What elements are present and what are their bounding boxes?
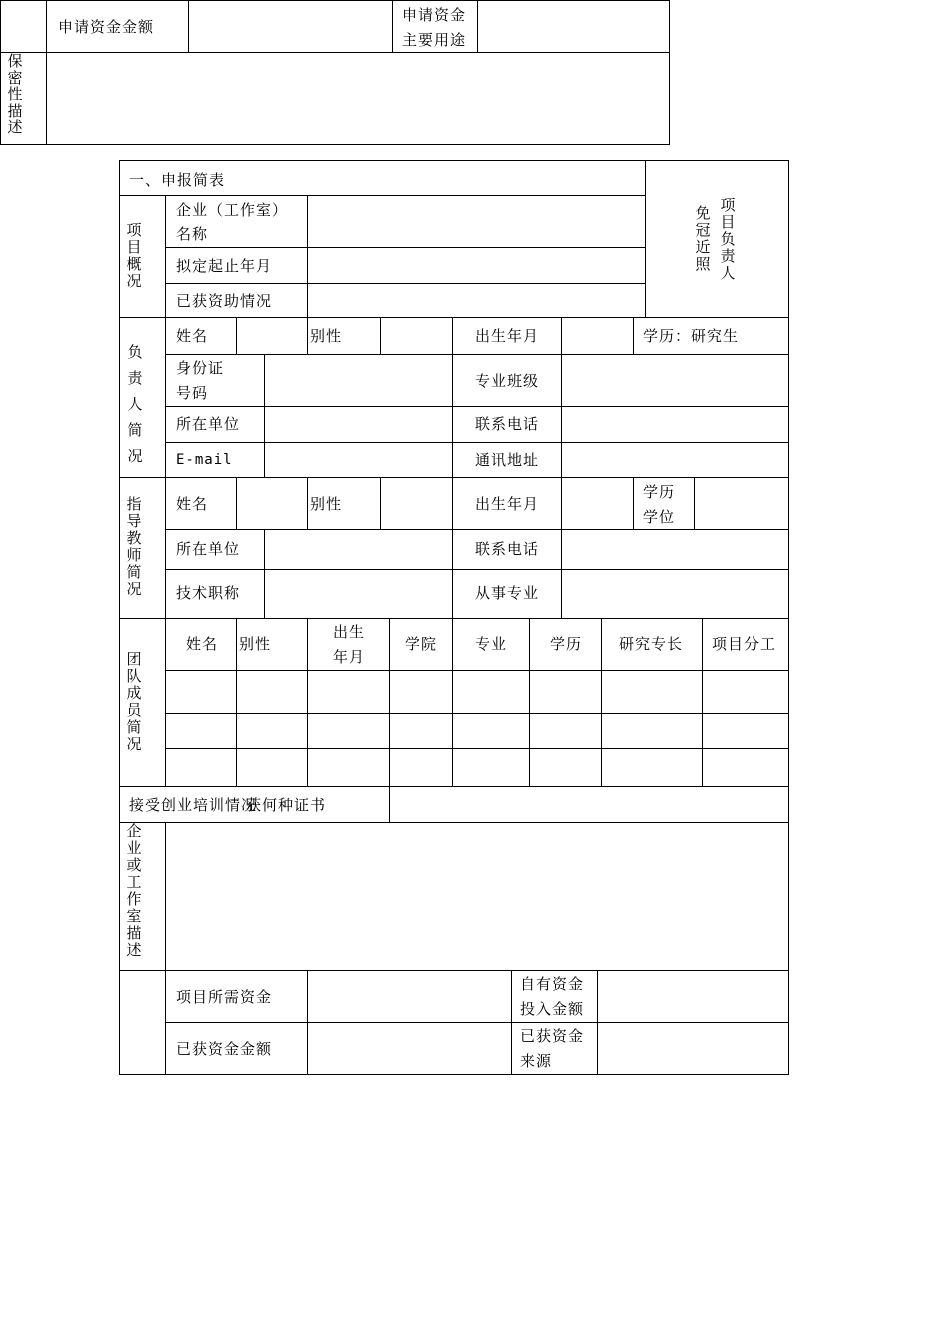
leader-id-label: 身份证 (176, 359, 225, 377)
photo-label: 项目负责人 (720, 196, 736, 282)
team-col-name: 姓名 (186, 635, 219, 653)
obtained-source-label-2: 来源 (520, 1052, 553, 1070)
advisor-unit-label: 所在单位 (176, 540, 241, 558)
advisor-degree-label-2: 学位 (643, 508, 676, 526)
leader-name-label: 姓名 (176, 327, 209, 345)
team-col-education: 学历 (550, 635, 583, 653)
funding-received-label: 已获资助情况 (176, 292, 273, 310)
leader-education-label: 学历：研究生 (643, 327, 740, 345)
project-overview-label: 项目概况 (126, 221, 142, 290)
main-use-label: 申请资金 (402, 6, 467, 24)
applied-amount-label: 申请资金金额 (58, 18, 155, 36)
leader-email-label: E-mail (176, 452, 233, 468)
advisor-label: 指导教师简况 (126, 495, 142, 598)
advisor-birth-label: 出生年月 (475, 495, 540, 513)
training-label: 接受创业培训情况 (129, 796, 258, 814)
leader-address-label: 通讯地址 (475, 451, 540, 469)
company-name-label-2: 名称 (176, 225, 209, 243)
obtained-source-label: 已获资金 (520, 1027, 585, 1045)
company-desc-field[interactable] (166, 823, 788, 970)
advisor-gender-label: 别性 (310, 495, 343, 513)
leader-label: 负责人简况 (127, 343, 143, 465)
section-title: 一、申报简表 (129, 171, 226, 189)
leader-major-label: 专业班级 (475, 372, 540, 390)
team-col-expertise: 研究专长 (619, 635, 684, 653)
photo-label-sub: 免冠近照 (695, 204, 711, 273)
photo-box[interactable] (646, 161, 788, 317)
own-funds-label-2: 投入金额 (520, 1000, 585, 1018)
advisor-degree-label: 学历 (643, 483, 676, 501)
advisor-specialty-label: 从事专业 (475, 584, 540, 602)
obtained-amount-label: 已获资金金额 (176, 1040, 273, 1058)
team-col-birth: 出生 (333, 623, 366, 641)
leader-phone-label: 联系电话 (475, 415, 540, 433)
leader-birth-label: 出生年月 (475, 327, 540, 345)
team-col-birth-2: 年月 (333, 648, 366, 666)
leader-gender-label: 别性 (310, 327, 343, 345)
advisor-name-label: 姓名 (176, 495, 209, 513)
required-funds-label: 项目所需资金 (176, 988, 273, 1006)
leader-id-label-2: 号码 (176, 384, 209, 402)
team-col-college: 学院 (405, 635, 438, 653)
certificate-label: 获何种证书 (246, 796, 327, 814)
team-col-role: 项目分工 (712, 635, 777, 653)
confidentiality-label: 保密性描述 (7, 52, 23, 136)
own-funds-label: 自有资金 (520, 975, 585, 993)
team-col-major: 专业 (475, 635, 508, 653)
advisor-title-label: 技术职称 (176, 584, 241, 602)
company-name-label: 企业（工作室） (176, 201, 289, 219)
team-col-gender: 别性 (239, 635, 272, 653)
confidentiality-field[interactable] (47, 53, 669, 144)
team-label: 团队成员简况 (126, 650, 142, 753)
company-desc-label: 企业或工作室描述 (126, 822, 142, 959)
main-use-label-2: 主要用途 (402, 31, 467, 49)
planned-period-label: 拟定起止年月 (176, 257, 273, 275)
leader-unit-label: 所在单位 (176, 415, 241, 433)
advisor-phone-label: 联系电话 (475, 540, 540, 558)
